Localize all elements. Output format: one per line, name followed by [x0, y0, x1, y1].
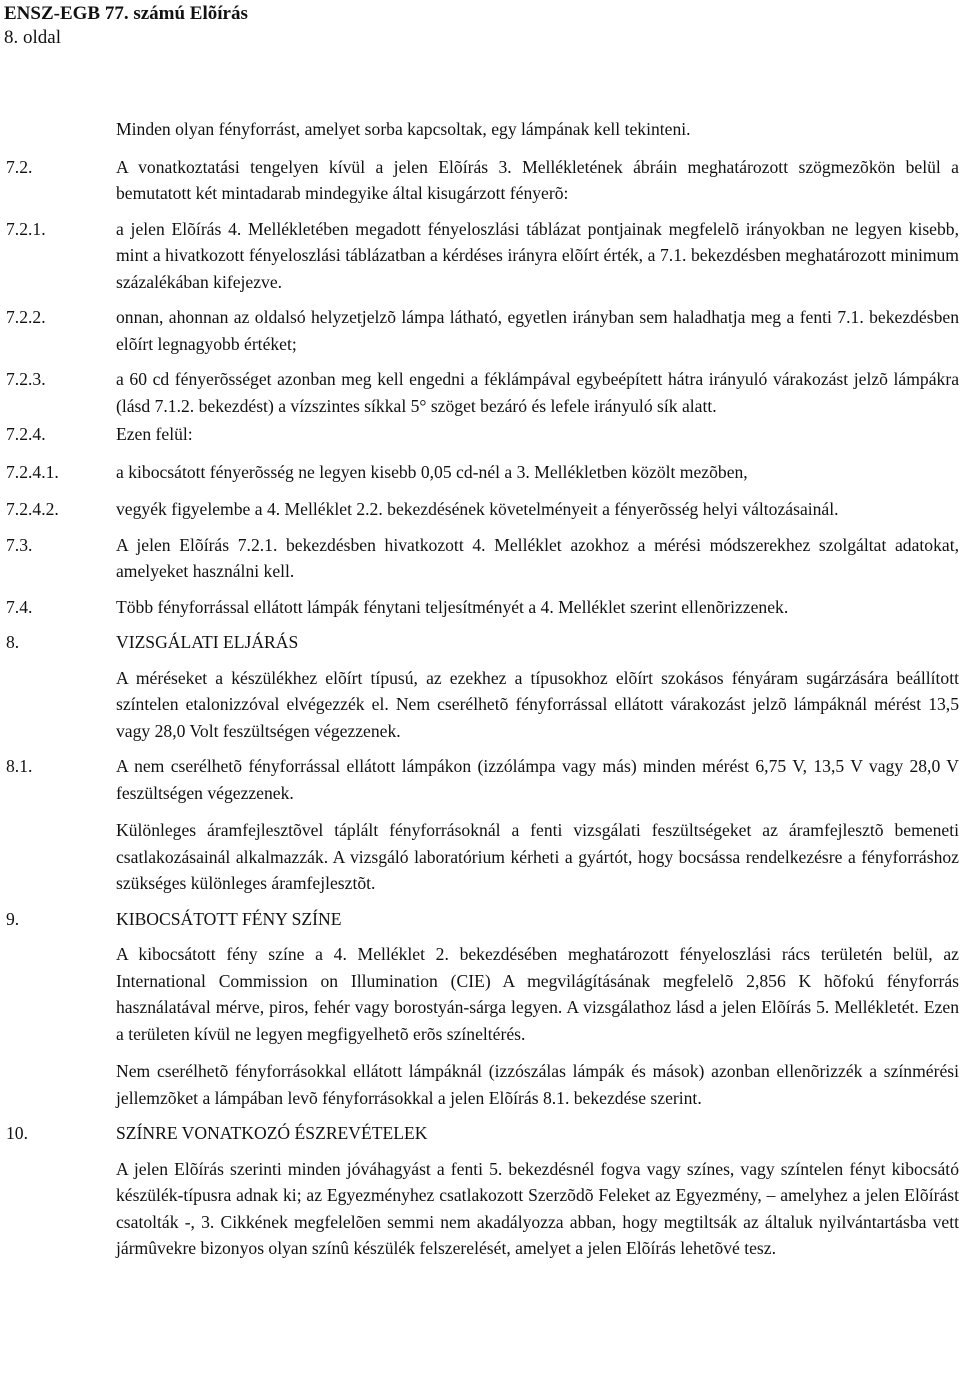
paragraph-text: a jelen Elõírás 4. Mellékletében megadott fényeloszlási táblázat pontjainak megfelelõ irányokban ne legyen kisebb, mint a hivatkozott fényeloszlási táblázatban a kérdéses irányra elõírt érték, a 7.1. bekezdésben meghatározott minimum százalékában kifejezve.	[116, 218, 959, 292]
paragraph	[0, 366, 960, 419]
paragraph	[0, 594, 960, 621]
paragraph-number: 7.2.4.	[6, 424, 46, 444]
paragraph-number: 7.2.1.	[6, 218, 46, 239]
paragraph-text: Különleges áramfejlesztõvel táplált fényforrásoknál a fenti vizsgálati feszültségeket az áramfejlesztõ bemeneti csatlakozásainál alkalmazzák. A vizsgáló laboratórium kérheti a gyártót, hogy bocsássa rendelkezésre a fényforráshoz szükséges különleges áramfejlesztõt.	[116, 820, 959, 893]
paragraph-number: 7.2.3.	[6, 369, 46, 389]
page-header	[4, 2, 248, 50]
paragraph-number: 8.1.	[6, 756, 33, 776]
paragraph-text: A nem cserélhetõ fényforrással ellátott lámpákon (izzólámpa vagy más) minden mérést 6,75 V, 13,5 V vagy 28,0 V feszültségen végezzenek.	[116, 756, 959, 803]
paragraph	[0, 216, 960, 296]
document-body	[0, 116, 960, 1262]
paragraph	[0, 532, 960, 585]
paragraph-text: A kibocsátott fény színe a 4. Melléklet 2. bekezdésében meghatározott fényeloszlási rács területén belül, az International Commission on Illumination (CIE) A megvilágításának megfelelõ 2,856 K hõfokú fényforrás használatával mérve, piros, fehér vagy borostyán-sárga legyen. A vizsgálathoz lásd a jelen Elõírás 5. Mellékletét. Ezen a területen kívül ne legyen megfigyelhetõ erõs színeltérés.	[116, 944, 959, 1044]
paragraph-number: 7.3.	[6, 534, 33, 555]
section-heading	[0, 906, 960, 933]
section-number: 9.	[6, 908, 20, 929]
section-title: SZÍNRE VONATKOZÓ ÉSZREVÉTELEK	[116, 1123, 428, 1143]
paragraph-number	[0, 665, 116, 745]
paragraph-text: Ezen felül:	[116, 424, 193, 444]
paragraph	[0, 116, 960, 143]
section-heading	[0, 629, 960, 656]
paragraph	[0, 496, 960, 523]
paragraph	[0, 459, 960, 486]
paragraph	[0, 1156, 960, 1262]
paragraph-text: vegyék figyelembe a 4. Melléklet 2.2. bekezdésének követelményeit a fényerõsség helyi változásainál.	[116, 499, 839, 519]
section-heading	[0, 1120, 960, 1147]
paragraph-text: A jelen Elõírás 7.2.1. bekezdésben hivatkozott 4. Melléklet azokhoz a mérési módszerekhez szolgáltat adatokat, amelyeket használni kell.	[116, 534, 959, 581]
paragraph-text: onnan, ahonnan az oldalsó helyzetjelzõ lámpa látható, egyetlen irányban sem haladhatja meg a fenti 7.1. bekezdésben elõírt legnagyobb értéket;	[116, 307, 959, 354]
paragraph-number	[0, 941, 116, 1047]
paragraph-text: Minden olyan fényforrást, amelyet sorba kapcsoltak, egy lámpának kell tekinteni.	[116, 119, 691, 139]
section-number: 8.	[6, 632, 20, 652]
paragraph-text: A jelen Elõírás szerinti minden jóváhagyást a fenti 5. bekezdésnél fogva vagy színes, vagy színtelen fényt kibocsátó készülék-típusra adnak ki; az Egyezményhez csatlakozott Szerzõdõ Feleket az Egyezmény, – amelyhez a jelen Elõírást csatolták -, 3. Cikkének megfelelõen semmi nem akadályozza abban, hogy megtiltsák az általuk nyilvántartásba vett jármûvekre bizonyos olyan színû készülék felszerelését, amelyet a jelen Elõírás lehetõvé tesz.	[116, 1158, 959, 1258]
paragraph-text: Nem cserélhetõ fényforrásokkal ellátott lámpáknál (izzószálas lámpák és mások) azonban ellenõrizzék a színmérési jellemzõket a lámpában levõ fényforrásokkal a jelen Elõírás 8.1. bekezdése szerint.	[116, 1061, 959, 1108]
paragraph	[0, 154, 960, 207]
section-title: KIBOCSÁTOTT FÉNY SZÍNE	[116, 908, 342, 929]
paragraph	[0, 1058, 960, 1111]
paragraph-number	[0, 817, 116, 897]
page-number: 8. oldal	[4, 27, 61, 48]
paragraph-text: A vonatkoztatási tengelyen kívül a jelen Elõírás 3. Mellékletének ábráin meghatározott szögmezõkön belül a bemutatott két mintadarab mindegyike által kisugárzott fényerõ:	[116, 156, 959, 203]
paragraph-number	[0, 1058, 116, 1111]
paragraph	[0, 421, 960, 448]
paragraph	[0, 753, 960, 806]
paragraph-number: 7.2.2.	[6, 307, 46, 327]
paragraph-text: a kibocsátott fényerõsség ne legyen kisebb 0,05 cd-nél a 3. Mellékletben közölt mezõben,	[116, 461, 748, 482]
paragraph-number	[0, 1156, 116, 1262]
paragraph-number: 7.2.4.1.	[6, 461, 59, 482]
paragraph	[0, 941, 960, 1047]
paragraph-text: A méréseket a készülékhez elõírt típusú, az ezekhez a típusokhoz elõírt szokásos fényáram sugárzására beállított színtelen etalonizzóval elvégezzék el. Nem cserélhetõ fényforrással ellátott várakozást jelzõ lámpáknál mérést 13,5 vagy 28,0 Volt feszültségen végezzenek.	[116, 667, 959, 741]
paragraph-number	[0, 116, 116, 143]
paragraph-text: a 60 cd fényerõsséget azonban meg kell engedni a féklámpával egybeépített hátra irányuló várakozást jelzõ lámpákra (lásd 7.1.2. bekezdést) a vízszintes síkkal 5° szöget bezáró és lefele irányuló sík alatt.	[116, 369, 959, 416]
paragraph-number: 7.2.	[6, 156, 33, 177]
paragraph	[0, 304, 960, 357]
paragraph	[0, 817, 960, 897]
section-title: VIZSGÁLATI ELJÁRÁS	[116, 632, 299, 652]
document-title: ENSZ-EGB 77. számú Elõírás	[4, 3, 248, 24]
paragraph-text: Több fényforrással ellátott lámpák fénytani teljesítményét a 4. Melléklet szerint ellenõrizzenek.	[116, 596, 789, 617]
section-number: 10.	[6, 1123, 28, 1143]
paragraph-number: 7.2.4.2.	[6, 499, 59, 519]
paragraph	[0, 665, 960, 745]
paragraph-number: 7.4.	[6, 596, 33, 617]
